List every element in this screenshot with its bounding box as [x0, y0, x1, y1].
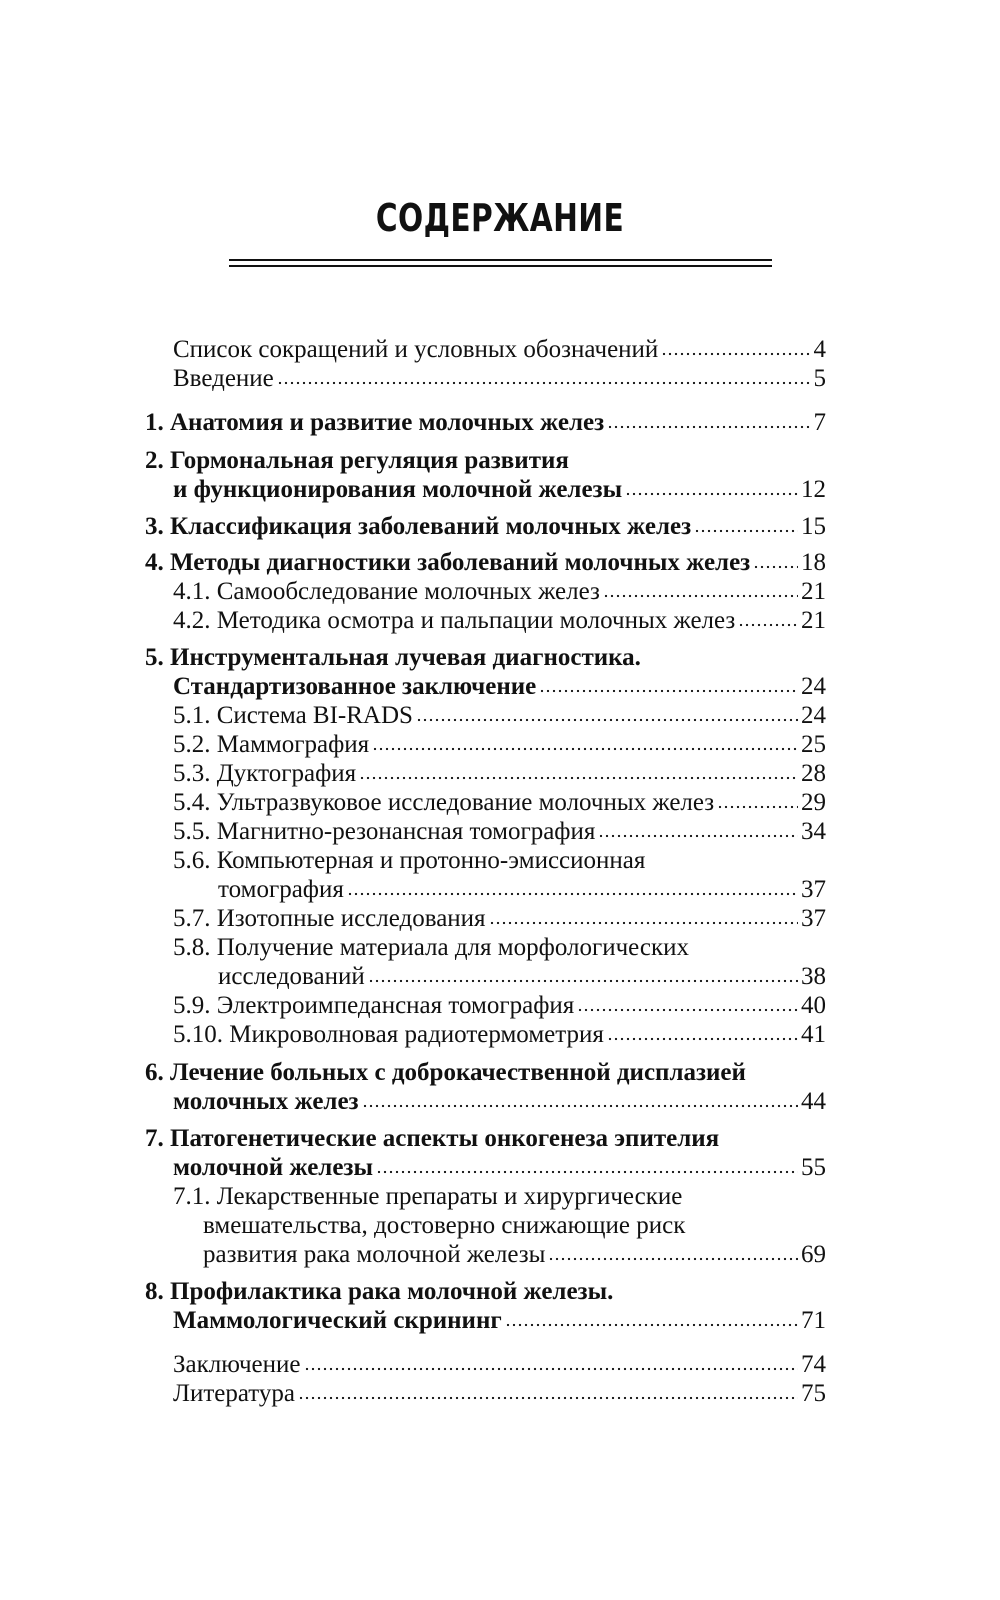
toc-entry-page: 5: [813, 365, 826, 392]
toc-section-5-4[interactable]: [173, 788, 826, 818]
toc-entry-label: 5.1. Система BI-RADS: [173, 702, 413, 729]
dot-leader: [347, 892, 798, 896]
toc-entry-label: 5.4. Ультразвуковое исследование молочных желез: [173, 789, 715, 816]
toc-entry-page: 37: [801, 876, 826, 903]
title-rule-bottom: [229, 265, 772, 267]
toc-entry-label: 5.8. Получение материала для морфологических: [173, 934, 690, 961]
toc-section-7-1-line3[interactable]: [203, 1240, 826, 1270]
toc-chapter-3[interactable]: [145, 512, 826, 542]
dot-leader: [277, 381, 811, 385]
dot-leader: [661, 352, 810, 356]
toc-section-5-9[interactable]: [173, 991, 826, 1021]
toc-section-4-2[interactable]: [173, 606, 826, 636]
toc-entry-label: 3. Классификация заболеваний молочных желез: [145, 513, 692, 540]
toc-entry-label: исследований: [218, 963, 365, 990]
toc-chapter-2-line1[interactable]: [145, 446, 826, 476]
toc-entry-label: и функционирования молочной железы: [173, 476, 623, 503]
toc-entry-abbreviations[interactable]: [173, 335, 826, 365]
toc-entry-label: молочной железы: [173, 1154, 373, 1181]
dot-leader: [607, 425, 810, 429]
toc-entry-label: 4. Методы диагностики заболеваний молочных желез: [145, 549, 751, 576]
dot-leader: [694, 529, 798, 533]
dot-leader: [368, 979, 798, 983]
dot-leader: [416, 718, 798, 722]
toc-entry-page: 40: [801, 992, 826, 1019]
toc-section-4-1[interactable]: [173, 577, 826, 607]
toc-entry-label: 2. Гормональная регуляция развития: [145, 447, 569, 474]
dot-leader: [376, 1170, 798, 1174]
toc-entry-literature[interactable]: [173, 1379, 826, 1409]
toc-chapter-2-line2[interactable]: [173, 475, 826, 505]
toc-entry-label: 4.1. Самообследование молочных желез: [173, 578, 600, 605]
toc-entry-page: 12: [801, 476, 826, 503]
toc-chapter-8-line1[interactable]: [145, 1277, 826, 1307]
toc-entry-label: 5.7. Изотопные исследования: [173, 905, 486, 932]
dot-leader: [577, 1008, 798, 1012]
toc-entry-label: 5.10. Микроволновая радиотермометрия: [173, 1021, 604, 1048]
toc-section-5-8-line2[interactable]: [218, 962, 826, 992]
dot-leader: [304, 1367, 799, 1371]
toc-entry-introduction[interactable]: [173, 364, 826, 394]
toc-entry-label: молочных желез: [173, 1088, 359, 1115]
toc-section-5-6-line2[interactable]: [218, 875, 826, 905]
toc-entry-label: Литература: [173, 1380, 295, 1407]
toc-section-7-1-line2[interactable]: [203, 1211, 826, 1241]
toc-entry-page: 15: [801, 513, 826, 540]
toc-entry-page: 24: [801, 673, 826, 700]
toc-chapter-1[interactable]: [145, 408, 826, 438]
toc-entry-page: 55: [801, 1154, 826, 1181]
dot-leader: [548, 1257, 798, 1261]
toc-entry-page: 44: [801, 1088, 826, 1115]
toc-entry-label: развития рака молочной железы: [203, 1241, 546, 1268]
toc-section-5-7[interactable]: [173, 904, 826, 934]
toc-entry-label: томография: [218, 876, 344, 903]
dot-leader: [539, 689, 798, 693]
toc-entry-label: Стандартизованное заключение: [173, 673, 537, 700]
toc-section-5-1[interactable]: [173, 701, 826, 731]
toc-entry-label: 5.9. Электроимпедансная томография: [173, 992, 575, 1019]
dot-leader: [753, 565, 798, 569]
toc-section-5-5[interactable]: [173, 817, 826, 847]
dot-leader: [362, 1104, 798, 1108]
toc-entry-label: 5. Инструментальная лучевая диагностика.: [145, 644, 641, 671]
toc-entry-page: 21: [801, 607, 826, 634]
toc-entry-page: 69: [801, 1241, 826, 1268]
toc-entry-page: 7: [813, 409, 826, 436]
dot-leader: [298, 1396, 798, 1400]
toc-chapter-8-line2[interactable]: [173, 1306, 826, 1336]
toc-entry-label: 8. Профилактика рака молочной железы.: [145, 1278, 614, 1305]
toc-entry-label: 7.1. Лекарственные препараты и хирургические: [173, 1183, 683, 1210]
page-title: СОДЕРЖАНИЕ: [375, 196, 625, 240]
toc-entry-label: 5.6. Компьютерная и протонно-эмиссионная: [173, 847, 646, 874]
toc-entry-label: Маммологический скрининг: [173, 1307, 502, 1334]
toc-entry-page: 28: [801, 760, 826, 787]
toc-entry-page: 41: [801, 1021, 826, 1048]
dot-leader: [598, 834, 798, 838]
toc-entry-label: 6. Лечение больных с доброкачественной дисплазией: [145, 1059, 746, 1086]
toc-section-5-6-line1[interactable]: [173, 846, 826, 876]
toc-entry-label: 5.3. Дуктография: [173, 760, 357, 787]
toc-entry-page: 4: [813, 336, 826, 363]
toc-chapter-5-line2[interactable]: [173, 672, 826, 702]
toc-chapter-7-line1[interactable]: [145, 1124, 826, 1154]
dot-leader: [359, 776, 798, 780]
title-rule-top: [229, 259, 772, 261]
toc-entry-label: Список сокращений и условных обозначений: [173, 336, 659, 363]
toc-entry-label: Введение: [173, 365, 274, 392]
toc-section-5-8-line1[interactable]: [173, 933, 826, 963]
dot-leader: [505, 1323, 798, 1327]
toc-entry-page: 29: [801, 789, 826, 816]
toc-entry-page: 25: [801, 731, 826, 758]
dot-leader: [603, 594, 798, 598]
toc-section-5-3[interactable]: [173, 759, 826, 789]
toc-chapter-7-line2[interactable]: [173, 1153, 826, 1183]
dot-leader: [738, 623, 798, 627]
toc-entry-label: 1. Анатомия и развитие молочных желез: [145, 409, 605, 436]
dot-leader: [625, 492, 798, 496]
toc-section-5-2[interactable]: [173, 730, 826, 760]
toc-chapter-6-line2[interactable]: [173, 1087, 826, 1117]
toc-entry-page: 38: [801, 963, 826, 990]
dot-leader: [607, 1037, 798, 1041]
dot-leader: [372, 747, 798, 751]
toc-entry-page: 34: [801, 818, 826, 845]
dot-leader: [489, 921, 798, 925]
dot-leader: [717, 805, 798, 809]
toc-entry-label: 7. Патогенетические аспекты онкогенеза эпителия: [145, 1125, 720, 1152]
toc-entry-page: 74: [801, 1351, 826, 1378]
toc-section-5-10[interactable]: [173, 1020, 826, 1050]
toc-chapter-5-line1[interactable]: [145, 643, 826, 673]
toc-entry-page: 75: [801, 1380, 826, 1407]
toc-entry-page: 24: [801, 702, 826, 729]
toc-chapter-6-line1[interactable]: [145, 1058, 826, 1088]
toc-entry-page: 71: [801, 1307, 826, 1334]
toc-entry-page: 18: [801, 549, 826, 576]
toc-entry-label: 5.5. Магнитно-резонансная томография: [173, 818, 596, 845]
toc-entry-label: Заключение: [173, 1351, 301, 1378]
toc-chapter-4[interactable]: [145, 548, 826, 578]
toc-entry-page: 21: [801, 578, 826, 605]
toc-entry-conclusion[interactable]: [173, 1350, 826, 1380]
toc-section-7-1-line1[interactable]: [173, 1182, 826, 1212]
toc-entry-label: вмешательства, достоверно снижающие риск: [203, 1212, 686, 1239]
toc-entry-label: 4.2. Методика осмотра и пальпации молочных желез: [173, 607, 736, 634]
toc-entry-label: 5.2. Маммография: [173, 731, 370, 758]
toc-entry-page: 37: [801, 905, 826, 932]
